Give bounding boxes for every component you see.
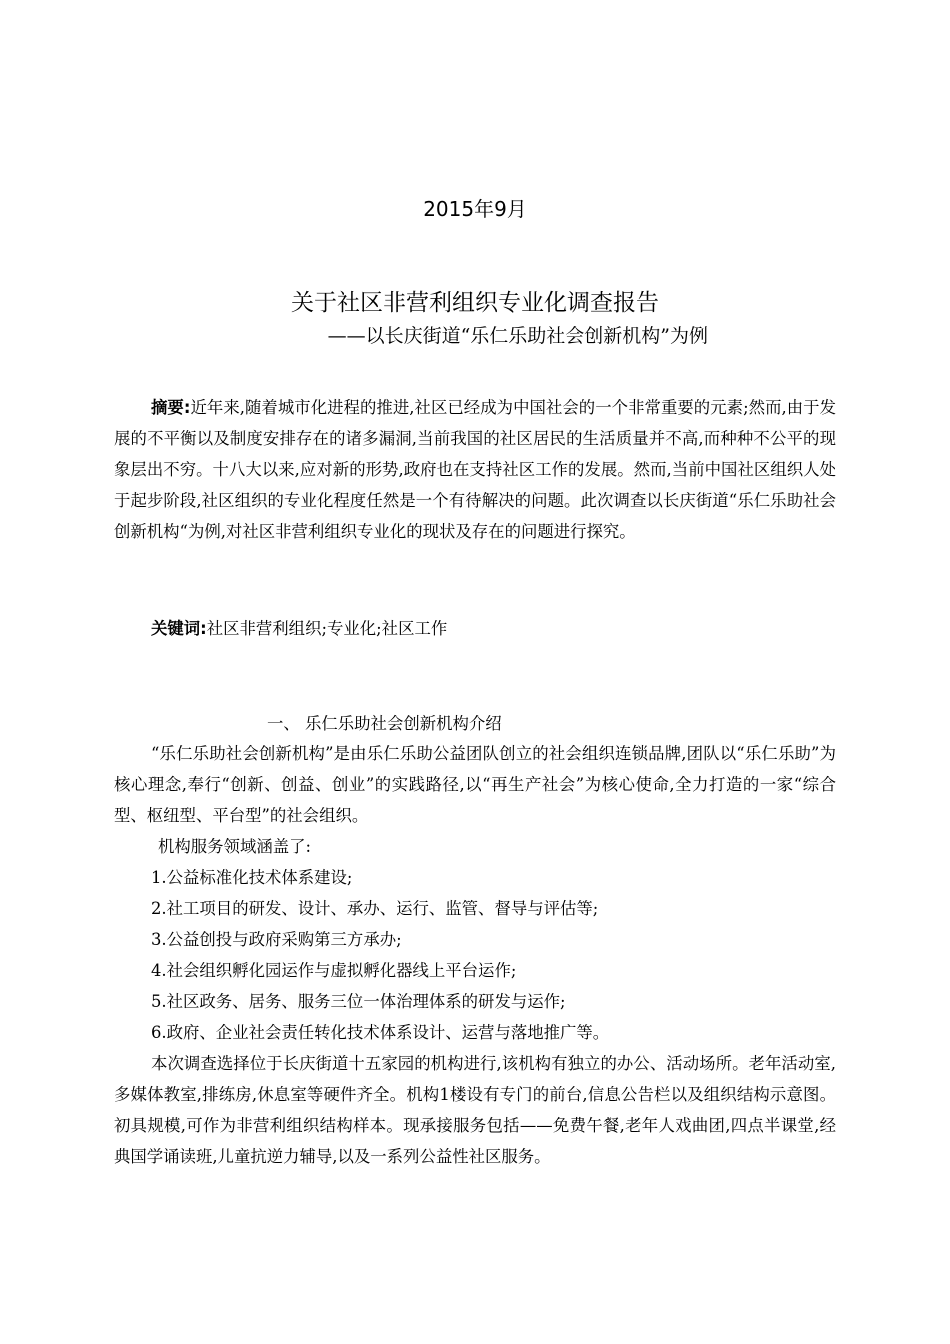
keywords-label: 关键词: [151, 619, 207, 638]
service-item: 1.公益标准化技术体系建设; [151, 868, 353, 887]
keywords-text: 社区非营利组织;专业化;社区工作 [206, 619, 448, 638]
section-paragraph-intro: “乐仁乐助社会创新机构”是由乐仁乐助公益团队创立的社会组织连锁品牌,团队以“乐仁乐助”为核心理念,奉行“创新、创益、创业”的实践路径,以“再生产社会”为核心使命,全力打造的一家“综合型、枢纽型、平台型”的社会组织。 [114, 744, 836, 825]
abstract-label: 摘要: [151, 398, 191, 417]
service-item: 4.社会组织孵化园运作与虚拟孵化器线上平台运作; [151, 961, 517, 980]
section-heading: 一、 乐仁乐助社会创新机构介绍 [267, 714, 502, 733]
abstract-text: 近年来,随着城市化进程的推进,社区已经成为中国社会的一个非常重要的元素;然而,由于发展的不平衡以及制度安排存在的诸多漏洞,当前我国的社区居民的生活质量并不高,而种种不公平的现象层出不穷。十八大以来,应对新的形势,政府也在支持社区工作的发展。然而,当前中国社区组织人处于起步阶段,社区组织的专业化程度任然是一个有待解决的问题。此次调查以长庆街道“乐仁乐助社会创新机构“为例,对社区非营利组织专业化的现状及存在的问题进行探究。 [114, 398, 836, 541]
report-subtitle: ——以长庆街道“乐仁乐助社会创新机构”为例 [327, 325, 708, 347]
service-item: 6.政府、企业社会责任转化技术体系设计、运营与落地推广等。 [151, 1023, 610, 1042]
keywords-line [114, 613, 836, 644]
report-title: 关于社区非营利组织专业化调查报告 [291, 290, 659, 316]
section-paragraph-survey: 本次调查选择位于长庆街道十五家园的机构进行,该机构有独立的办公、活动场所。老年活动室,多媒体教室,排练房,休息室等硬件齐全。机构1楼设有专门的前台,信息公告栏以及组织结构示意图。初具规模,可作为非营利组织结构样本。现承接服务包括——免费午餐,老年人戏曲团,四点半课堂,经典国学诵读班,儿童抗逆力辅导,以及一系列公益性社区服务。 [114, 1054, 836, 1166]
service-item: 2.社工项目的研发、设计、承办、运行、监管、督导与评估等; [151, 899, 599, 918]
report-date: 2015年9月 [423, 197, 527, 221]
abstract-paragraph [114, 392, 836, 547]
service-item: 3.公益创投与政府采购第三方承办; [151, 930, 402, 949]
services-intro: 机构服务领域涵盖了: [158, 837, 312, 856]
section-body [114, 738, 836, 1172]
service-item: 5.社区政务、居务、服务三位一体治理体系的研发与运作; [151, 992, 566, 1011]
